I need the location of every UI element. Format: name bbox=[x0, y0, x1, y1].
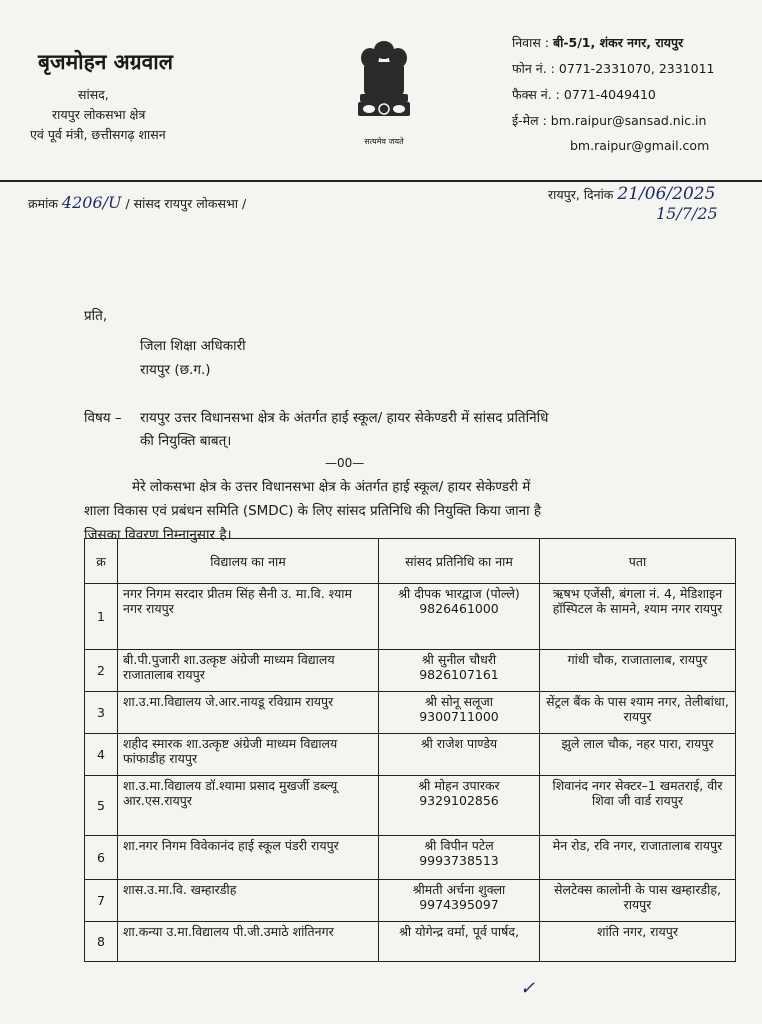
rep-name: श्री सुनील चौधरी bbox=[421, 652, 497, 667]
table-row bbox=[85, 650, 736, 692]
rep-phone: 9300711000 bbox=[419, 709, 499, 724]
subject-line-1: रायपुर उत्तर विधानसभा क्षेत्र के अंतर्गत हाई स्कूल/ हायर सेकेण्डरी में सांसद प्रतिनिधि bbox=[140, 410, 549, 426]
row-number: 5 bbox=[85, 776, 118, 836]
address: सेंट्रल बैंक के पास श्याम नगर, तेलीबांधा, रायपुर bbox=[540, 692, 736, 734]
handwritten-date: 15/7/25 bbox=[656, 204, 718, 223]
subject-line-2: की नियुक्ति बाबत्। bbox=[140, 433, 232, 449]
rep-name: श्री सोनू सलूजा bbox=[424, 694, 494, 709]
rep-phone: 9329102856 bbox=[419, 793, 499, 808]
recipient-place: रायपुर (छ.ग.) bbox=[140, 362, 211, 378]
table-row bbox=[85, 776, 736, 836]
address: गांधी चौक, राजातालाब, रायपुर bbox=[540, 650, 736, 692]
table-row bbox=[85, 734, 736, 776]
rep-phone: 9993738513 bbox=[419, 853, 499, 868]
col-header-no: क्र bbox=[85, 539, 118, 584]
rep-phone: 9826461000 bbox=[419, 601, 499, 616]
school-name: शास.उ.मा.वि. खम्हारडीह bbox=[118, 880, 379, 922]
representative bbox=[379, 836, 540, 880]
representative bbox=[379, 650, 540, 692]
col-header-school: विद्यालय का नाम bbox=[118, 539, 379, 584]
reference-number: 4206/U bbox=[61, 193, 122, 212]
header-divider bbox=[0, 180, 762, 182]
letter-date: 21/06/2025 bbox=[617, 184, 716, 204]
address: ऋषभ एजेंसी, बंगला नं. 4, मेडिशाइन हॉस्पिटल के सामने, श्याम नगर रायपुर bbox=[540, 584, 736, 650]
representatives-table bbox=[84, 538, 736, 962]
row-number: 6 bbox=[85, 836, 118, 880]
row-number: 1 bbox=[85, 584, 118, 650]
recipient-office: जिला शिक्षा अधिकारी bbox=[140, 338, 246, 354]
prati-label: प्रति, bbox=[84, 308, 108, 324]
representative bbox=[379, 922, 540, 962]
sender-constituency: रायपुर लोकसभा क्षेत्र bbox=[52, 107, 146, 122]
separator: —00— bbox=[325, 456, 365, 470]
representative bbox=[379, 880, 540, 922]
pen-mark: ✓ bbox=[520, 978, 536, 999]
rep-phone: 9974395097 bbox=[419, 897, 499, 912]
rep-phone: 9826107161 bbox=[419, 667, 499, 682]
reference-line: क्रमांक 4206/U / सांसद रायपुर लोकसभा / bbox=[28, 193, 247, 212]
contact-email-2: bm.raipur@gmail.com bbox=[570, 138, 710, 153]
rep-name: श्री राजेश पाण्डेय bbox=[420, 736, 498, 751]
emblem-motto: सत्यमेव जयते bbox=[364, 137, 404, 146]
address: मेन रोड, रवि नगर, राजातालाब रायपुर bbox=[540, 836, 736, 880]
rep-name: श्री विपीन पटेल bbox=[424, 838, 494, 853]
table-row bbox=[85, 922, 736, 962]
address: शांति नगर, रायपुर bbox=[540, 922, 736, 962]
contact-email: ई-मेल : bm.raipur@sansad.nic.in bbox=[512, 113, 707, 128]
school-name: बी.पी.पुजारी शा.उत्कृष्ट अंग्रेजी माध्यम विद्यालय राजातालाब रायपुर bbox=[118, 650, 379, 692]
school-name: शहीद स्मारक शा.उत्कृष्ट अंग्रेजी माध्यम विद्यालय फांफाडीह रायपुर bbox=[118, 734, 379, 776]
rep-name: श्री मोहन उपारकर bbox=[418, 778, 500, 793]
table-row bbox=[85, 880, 736, 922]
address: शिवानंद नगर सेक्टर–1 खमतराई, वीर शिवा जी वार्ड रायपुर bbox=[540, 776, 736, 836]
row-number: 3 bbox=[85, 692, 118, 734]
contact-residence: निवास : बी-5/1, शंकर नगर, रायपुर bbox=[512, 35, 684, 50]
sender-designation: एवं पूर्व मंत्री, छत्तीसगढ़ शासन bbox=[30, 127, 166, 142]
address: सेलटेक्स कालोनी के पास खम्हारडीह, रायपुर bbox=[540, 880, 736, 922]
school-name: शा.उ.मा.विद्यालय जे.आर.नायडू रविग्राम रायपुर bbox=[118, 692, 379, 734]
row-number: 4 bbox=[85, 734, 118, 776]
rep-name: श्री योगेन्द्र वर्मा, पूर्व पार्षद, bbox=[399, 924, 519, 939]
row-number: 2 bbox=[85, 650, 118, 692]
school-name: नगर निगम सरदार प्रीतम सिंह सैनी उ. मा.वि. श्याम नगर रायपुर bbox=[118, 584, 379, 650]
sender-name: बृजमोहन अग्रवाल bbox=[38, 50, 173, 74]
representative bbox=[379, 734, 540, 776]
state-emblem bbox=[348, 36, 420, 147]
school-name: शा.कन्या उ.मा.विद्यालय पी.जी.उमाठे शांतिनगर bbox=[118, 922, 379, 962]
representative bbox=[379, 776, 540, 836]
contact-phone: फोन नं. : 0771-2331070, 2331011 bbox=[512, 61, 715, 76]
rep-name: श्री दीपक भारद्वाज (पोल्ले) bbox=[398, 586, 520, 601]
row-number: 7 bbox=[85, 880, 118, 922]
representative bbox=[379, 584, 540, 650]
school-name: शा.उ.मा.विद्यालय डॉ.श्यामा प्रसाद मुखर्जी डब्ल्यू आर.एस.रायपुर bbox=[118, 776, 379, 836]
representative bbox=[379, 692, 540, 734]
body-line-3: जिसका विवरण निम्नानुसार है। bbox=[84, 527, 232, 543]
col-header-rep: सांसद प्रतिनिधि का नाम bbox=[379, 539, 540, 584]
ashoka-emblem-icon bbox=[348, 36, 420, 136]
rep-name: श्रीमती अर्चना शुक्ला bbox=[412, 882, 506, 897]
school-name: शा.नगर निगम विवेकानंद हाई स्कूल पंडरी रायपुर bbox=[118, 836, 379, 880]
sender-title: सांसद, bbox=[78, 87, 109, 102]
subject-label: विषय – bbox=[84, 410, 122, 426]
table-row bbox=[85, 836, 736, 880]
col-header-address: पता bbox=[540, 539, 736, 584]
address: झुले लाल चौक, नहर पारा, रायपुर bbox=[540, 734, 736, 776]
table-row bbox=[85, 584, 736, 650]
row-number: 8 bbox=[85, 922, 118, 962]
body-line-2: शाला विकास एवं प्रबंधन समिति (SMDC) के लिए सांसद प्रतिनिधि की नियुक्ति किया जाना है bbox=[84, 503, 542, 519]
table-header-row bbox=[85, 539, 736, 584]
table-row bbox=[85, 692, 736, 734]
body-line-1: मेरे लोकसभा क्षेत्र के उत्तर विधानसभा क्षेत्र के अंतर्गत हाई स्कूल/ हायर सेकेण्डरी में bbox=[132, 479, 531, 495]
place-date: रायपुर, दिनांक 21/06/2025 bbox=[548, 184, 716, 204]
contact-fax: फैक्स नं. : 0771-4049410 bbox=[512, 87, 656, 102]
